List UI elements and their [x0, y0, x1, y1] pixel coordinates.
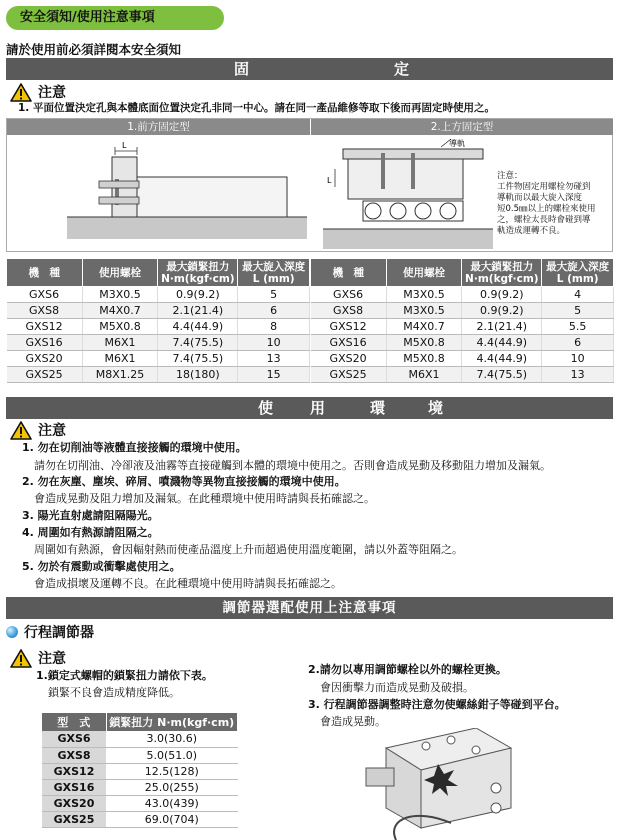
caution-line: 注意：	[497, 171, 523, 181]
table-cell: 7.4(75.5)	[158, 351, 238, 367]
table-cell: GXS6	[7, 287, 83, 303]
table-row	[7, 303, 310, 319]
table-row	[7, 335, 310, 351]
adjuster-item-desc: 會造成晃動。	[320, 715, 386, 728]
section-bar-environment	[6, 397, 613, 419]
adjuster-item-title: 1.鎖定式螺帽的鎖緊扭力請依下表。	[36, 669, 213, 682]
torque-table-body	[42, 731, 238, 827]
table-cell: 0.9(9.2)	[158, 287, 238, 303]
warning-icon	[10, 83, 32, 102]
table-cell: GXS8	[311, 303, 387, 319]
table-row	[311, 303, 614, 319]
env-item-desc: 會造成晃動及阻力增加及漏氣。在此種環境中使用時請與長拓確認之。	[34, 492, 375, 505]
spec-table-left	[6, 258, 310, 383]
table-cell: 4.4(44.9)	[462, 351, 542, 367]
table-cell: 3.0(30.6)	[106, 731, 238, 747]
adjuster-item-title: 2.請勿以專用調節螺栓以外的螺栓更換。	[308, 663, 507, 676]
table-cell: M5X0.8	[386, 335, 462, 351]
warning-icon	[10, 421, 32, 440]
table-cell: GXS8	[42, 747, 106, 763]
page-subtitle: 請於使用前必須詳閱本安全須知	[6, 42, 182, 57]
table-cell: GXS25	[7, 367, 83, 383]
column-header: 使用螺栓	[386, 259, 462, 287]
table-cell: 0.9(9.2)	[462, 303, 542, 319]
caution-note	[497, 171, 596, 237]
table-cell: M3X0.5	[82, 287, 158, 303]
spec-table-body	[311, 287, 614, 383]
stroke-adjuster-illustration	[356, 728, 516, 840]
stroke-adjuster-heading	[6, 622, 94, 642]
caution-line: 之，螺栓太長時會碰到導	[497, 215, 591, 225]
spec-table-right	[310, 258, 614, 383]
env-item-title: 5. 勿於有震動或衝擊處使用之。	[22, 560, 181, 573]
table-cell: GXS20	[7, 351, 83, 367]
table-cell: M3X0.5	[386, 303, 462, 319]
table-cell: GXS8	[7, 303, 83, 319]
table-cell: M6X1	[82, 335, 158, 351]
diagram-dim-label: L	[122, 141, 127, 150]
table-row	[311, 319, 614, 335]
section-bar-char: 環	[370, 399, 386, 417]
column-header: 最大旋入深度 L (mm)	[238, 259, 310, 287]
table-row	[42, 779, 238, 795]
section-bar-adjuster: 調節器選配使用上注意事項	[6, 597, 613, 619]
table-cell: 43.0(439)	[106, 795, 238, 811]
table-cell: GXS6	[42, 731, 106, 747]
table-cell: 12.5(128)	[106, 763, 238, 779]
column-header: 型 式	[42, 713, 106, 731]
section-bar-char: 用	[310, 399, 326, 417]
diagram-frame	[6, 118, 613, 252]
env-item-desc: 周圍如有熱源，會因輻射熱而使產品溫度上升而超過使用溫度範圍，請以外蓋等阻隔之。	[34, 543, 463, 556]
diagram-dim-label: L	[327, 176, 332, 185]
table-cell: GXS12	[42, 763, 106, 779]
table-cell: GXS16	[7, 335, 83, 351]
caution-line: 短0.5㎜以上的螺栓來使用	[497, 204, 596, 214]
table-cell: GXS12	[7, 319, 83, 335]
env-item-desc: 請勿在切削油、冷卻液及油霧等直接碰觸到本體的環境中使用之。否則會造成晃動及移動阻力增加及漏氣。	[34, 459, 551, 472]
table-cell: GXS20	[311, 351, 387, 367]
table-cell: 7.4(75.5)	[158, 335, 238, 351]
table-cell: 10	[238, 335, 310, 351]
table-cell: GXS12	[311, 319, 387, 335]
column-header: 最大鎖緊扭力 N·m(kgf·cm)	[158, 259, 238, 287]
env-item-title: 3. 陽光直射處請阻隔陽光。	[22, 509, 159, 522]
warning-heading	[10, 82, 66, 102]
table-cell: M3X0.5	[386, 287, 462, 303]
caution-line: 軌造成運轉不良。	[497, 226, 566, 236]
table-cell: 2.1(21.4)	[462, 319, 542, 335]
table-row	[7, 287, 310, 303]
table-cell: 4.4(44.9)	[462, 335, 542, 351]
warning-heading	[10, 420, 66, 440]
env-item-title: 4. 周圍如有熱源請阻隔之。	[22, 526, 159, 539]
diagram-title-top: 2.上方固定型	[311, 119, 613, 135]
table-cell: 8	[238, 319, 310, 335]
table-row	[311, 351, 614, 367]
table-cell: 4.4(44.9)	[158, 319, 238, 335]
table-cell: M6X1	[386, 367, 462, 383]
table-cell: GXS20	[42, 795, 106, 811]
section-bar-char: 境	[428, 399, 444, 417]
table-row	[42, 731, 238, 747]
env-item-title: 1. 勿在切削油等液體直接接觸的環境中使用。	[22, 441, 247, 454]
table-row	[311, 287, 614, 303]
top-mount-diagram	[323, 139, 493, 249]
warning-label: 注意	[38, 651, 66, 667]
section-bar-fix	[6, 58, 613, 80]
table-cell: 13	[238, 351, 310, 367]
table-cell: GXS25	[42, 811, 106, 827]
column-header: 鎖緊扭力 N·m(kgf·cm)	[106, 713, 238, 731]
caution-line: 導軌而以最大旋入深度	[497, 193, 583, 203]
table-row	[42, 763, 238, 779]
section-bar-char: 固	[234, 60, 250, 78]
warning-icon	[10, 649, 32, 668]
caution-line: 工件物固定用螺栓勿碰到	[497, 182, 591, 192]
torque-table	[42, 713, 238, 828]
adjuster-item-title: 3. 行程調節器調整時注意勿使螺絲鉗子等碰到平台。	[308, 698, 566, 711]
front-mount-diagram	[67, 139, 307, 249]
table-cell: M4X0.7	[82, 303, 158, 319]
bullet-icon	[6, 626, 18, 638]
rail-label: 導軌	[449, 139, 465, 148]
column-header: 機 種	[311, 259, 387, 287]
table-cell: 25.0(255)	[106, 779, 238, 795]
table-cell: 69.0(704)	[106, 811, 238, 827]
column-header: 最大旋入深度 L (mm)	[542, 259, 614, 287]
stroke-adjuster-title: 行程調節器	[24, 625, 94, 641]
header-pill: 安全須知/使用注意事項	[6, 6, 224, 30]
column-header: 最大鎖緊扭力 N·m(kgf·cm)	[462, 259, 542, 287]
table-row	[42, 811, 238, 827]
table-cell: M8X1.25	[82, 367, 158, 383]
section-bar-char: 使	[258, 399, 274, 417]
diagram-title-front: 1.前方固定型	[7, 119, 310, 135]
table-cell: 18(180)	[158, 367, 238, 383]
table-cell: 4	[542, 287, 614, 303]
table-cell: 6	[542, 335, 614, 351]
table-cell: 6	[238, 303, 310, 319]
table-row	[42, 795, 238, 811]
table-cell: GXS16	[42, 779, 106, 795]
table-row	[311, 335, 614, 351]
table-cell: 10	[542, 351, 614, 367]
section-bar-char: 定	[394, 60, 410, 78]
spec-table-body	[7, 287, 310, 383]
table-cell: 13	[542, 367, 614, 383]
column-header: 使用螺栓	[82, 259, 158, 287]
table-row	[42, 747, 238, 763]
column-header: 機 種	[7, 259, 83, 287]
table-cell: GXS16	[311, 335, 387, 351]
table-row	[7, 351, 310, 367]
table-cell: GXS6	[311, 287, 387, 303]
table-row	[7, 319, 310, 335]
warning-label: 注意	[38, 85, 66, 101]
env-item-title: 2. 勿在灰塵、塵埃、碎屑、噴濺物等異物直接接觸的環境中使用。	[22, 475, 346, 488]
warning-label: 注意	[38, 423, 66, 439]
table-row	[311, 367, 614, 383]
table-cell: 5.5	[542, 319, 614, 335]
table-cell: GXS25	[311, 367, 387, 383]
table-cell: 5.0(51.0)	[106, 747, 238, 763]
table-cell: M4X0.7	[386, 319, 462, 335]
table-cell: 5	[542, 303, 614, 319]
table-cell: M6X1	[82, 351, 158, 367]
adjuster-item-desc: 會因衝擊力而造成晃動及破損。	[320, 681, 474, 694]
fix-note: 1. 平面位置決定孔與本體底面位置決定孔非同一中心。請在同一產品維修等取下後而再固定時使用之。	[18, 102, 495, 114]
table-cell: 0.9(9.2)	[462, 287, 542, 303]
env-item-desc: 會造成損壞及運轉不良。在此種環境中使用時請與長拓確認之。	[34, 577, 342, 590]
table-cell: 7.4(75.5)	[462, 367, 542, 383]
table-cell: M5X0.8	[386, 351, 462, 367]
table-cell: 2.1(21.4)	[158, 303, 238, 319]
table-cell: 5	[238, 287, 310, 303]
warning-heading	[10, 648, 66, 668]
table-cell: 15	[238, 367, 310, 383]
table-row	[7, 367, 310, 383]
table-cell: M5X0.8	[82, 319, 158, 335]
adjuster-item-desc: 鎖緊不良會造成精度降低。	[48, 686, 180, 699]
